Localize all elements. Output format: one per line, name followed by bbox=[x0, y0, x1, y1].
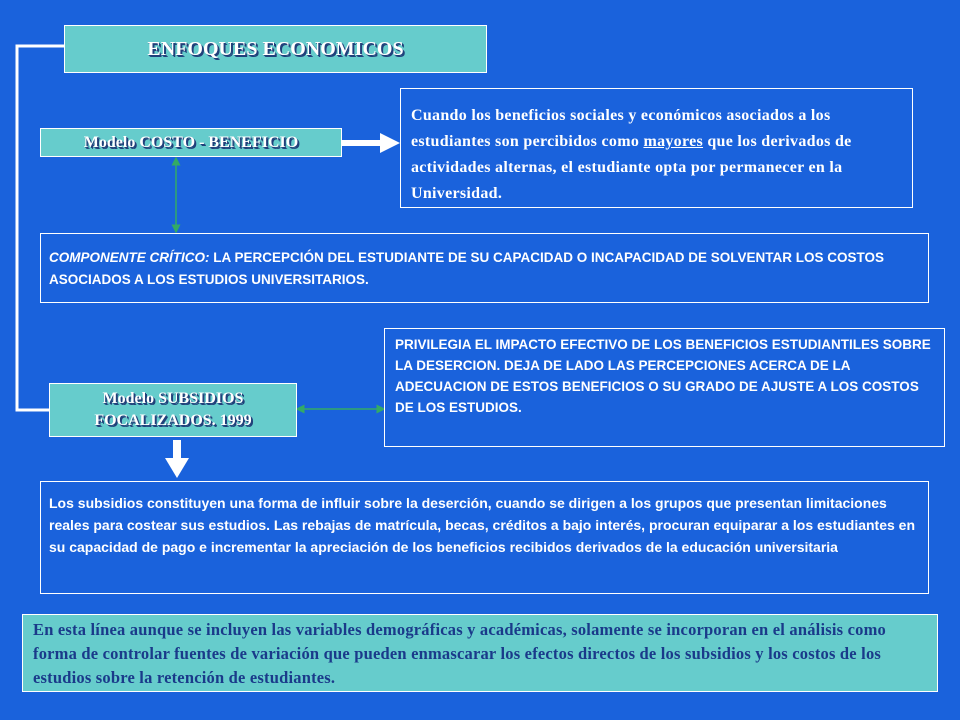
footer-note-text: En esta línea aunque se incluyen las variables demográficas y académicas, solamente se incorporan en el análisis como forma de controlar fuentes de variación que pueden enmascarar los efectos directos de los subsidios y los costos de los estudios sobre la retención de estudiantes. bbox=[33, 620, 886, 687]
critical-component-label: COMPONENTE CRÍTICO: bbox=[49, 250, 210, 265]
description-text-after: que los derivados de actividades alternas, el estudiante opta por permanecer en la Universidad. bbox=[411, 133, 852, 202]
arrow-subsidios-shaft bbox=[173, 440, 181, 460]
arrow-subsidios-head bbox=[165, 458, 189, 478]
critical-component-box bbox=[40, 233, 929, 303]
critical-component-text: LA PERCEPCIÓN DEL ESTUDIANTE DE SU CAPACIDAD O INCAPACIDAD DE SOLVENTAR LOS COSTOS ASOCIADOS A LOS ESTUDIOS UNIVERSITARIOS. bbox=[49, 250, 885, 287]
arrow-costo-shaft bbox=[342, 140, 384, 146]
arrow-costo-head bbox=[380, 133, 400, 153]
privilegia-box bbox=[384, 328, 945, 447]
privilegia-text: PRIVILEGIA EL IMPACTO EFECTIVO DE LOS BENEFICIOS ESTUDIANTILES SOBRE LA DESERCION. DEJA DE LADO LAS PERCEPCIONES ACERCA DE LA ADECUACION DE ESTOS BENEFICIOS O SU GRADO DE AJUSTE A LOS COSTOS DE LOS ESTUDIOS. bbox=[395, 337, 931, 415]
model-subsidios-label-line2: FOCALIZADOS. 1999 bbox=[94, 412, 252, 429]
model-subsidios-box bbox=[49, 383, 297, 437]
description-text-before: Cuando los beneficios sociales y económicos asociados a los estudiantes son percibidos como bbox=[411, 107, 831, 150]
page-title: ENFOQUES ECONOMICOS bbox=[147, 37, 404, 60]
model-subsidios-label-line1: Modelo SUBSIDIOS bbox=[102, 390, 244, 407]
title-box bbox=[64, 25, 487, 73]
bracket-line bbox=[17, 46, 64, 410]
costo-beneficio-description bbox=[400, 88, 913, 208]
subsidios-description-text: Los subsidios constituyen una forma de influir sobre la deserción, cuando se dirigen a los grupos que presentan limitaciones reales para costear sus estudios. Las rebajas de matrícula, becas, créditos a bajo interés, procuran equiparar a los estudiantes en su capacidad de pago e incrementar la apreciación de los beneficios recibidos derivados de la educación universitaria bbox=[49, 495, 916, 555]
subsidios-description-box bbox=[40, 481, 929, 594]
footer-note-box bbox=[22, 614, 938, 692]
model-costo-beneficio-box bbox=[40, 128, 342, 157]
model-costo-beneficio-label: Modelo COSTO - BENEFICIO bbox=[83, 133, 299, 151]
description-underlined-word: mayores bbox=[643, 133, 704, 150]
